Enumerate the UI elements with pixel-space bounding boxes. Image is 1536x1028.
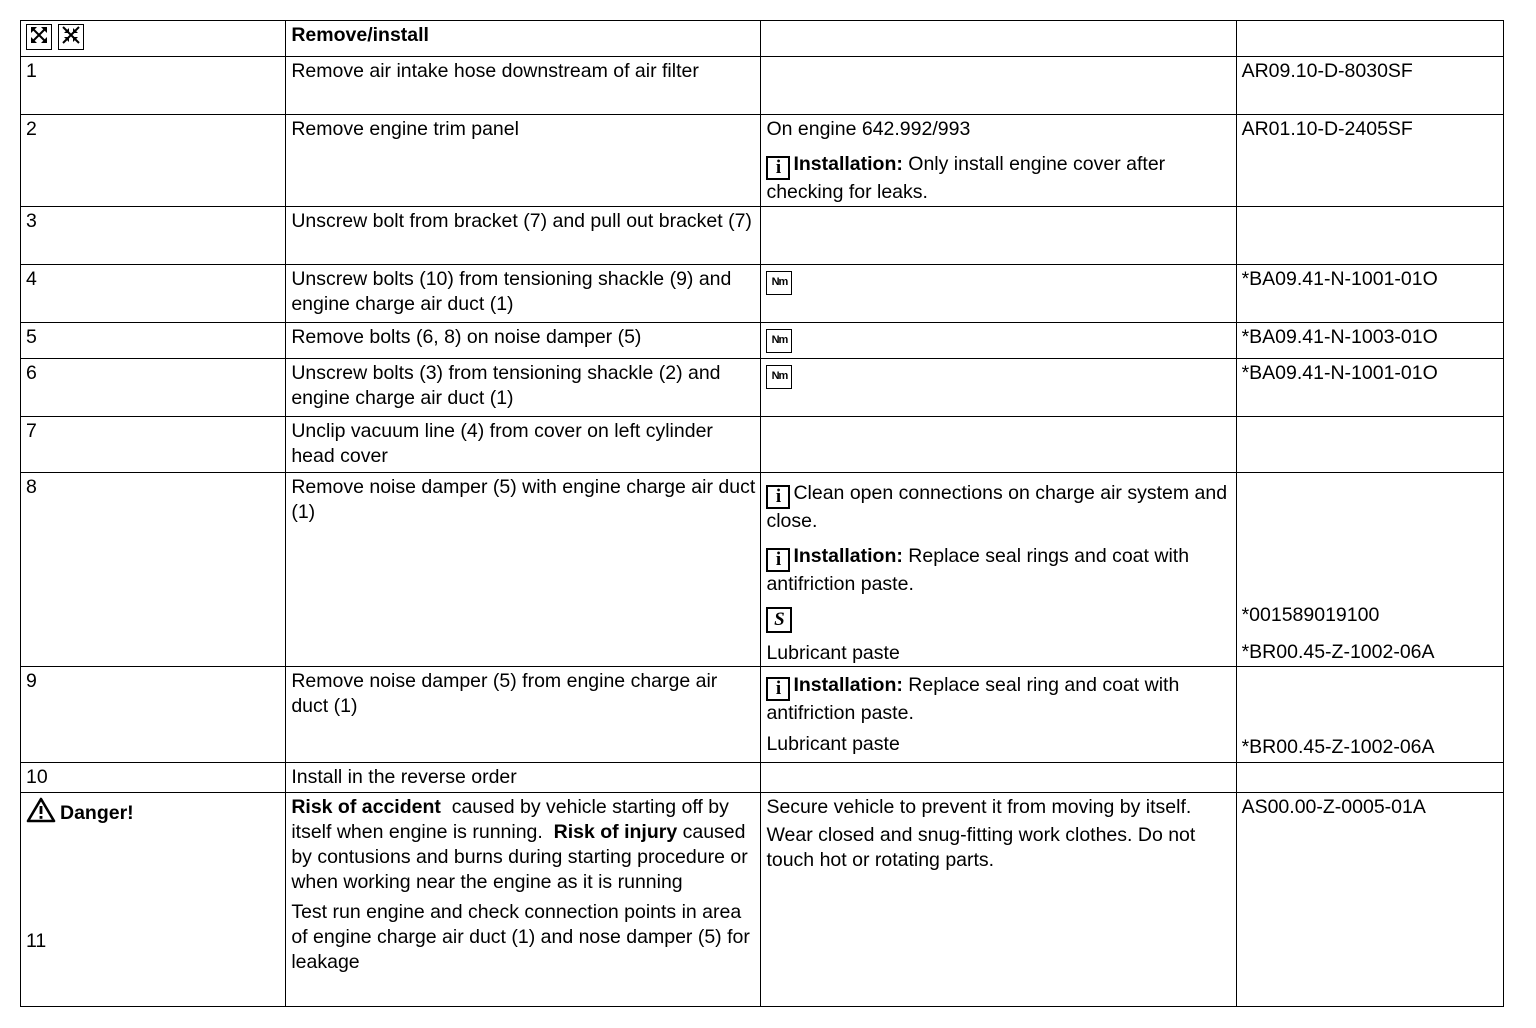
step-text: Remove noise damper (5) with engine charge air duct (1) <box>286 473 761 667</box>
installation-note <box>766 544 1230 597</box>
step-number: 11 <box>26 930 47 952</box>
table-row <box>21 115 1504 207</box>
note-label: Installation: <box>793 674 903 696</box>
reference-link[interactable]: *BR00.45-Z-1002-06A <box>1241 736 1435 758</box>
table-row <box>21 323 1504 359</box>
reference-link[interactable]: AR01.10-D-2405SF <box>1236 115 1503 207</box>
step-number: 2 <box>21 115 286 207</box>
info-icon: i <box>766 548 790 572</box>
torque-icon[interactable]: Nm <box>766 271 792 295</box>
table-header-row <box>21 21 1504 57</box>
measure-text: Wear closed and snug-fitting work clothes. Do not touch hot or rotating parts. <box>766 824 1196 871</box>
step-number: 1 <box>21 57 286 115</box>
danger-text: Risk of accident caused by vehicle starting off by itself when engine is running. Risk of injury caused by contusions and burns during starting procedure or when working near the engine as it is running <box>291 796 748 893</box>
table-row <box>21 265 1504 323</box>
info-note <box>766 481 1230 534</box>
step-text: Test run engine and check connection points in area of engine charge air duct (1) and nose damper (5) for leakage <box>291 901 750 973</box>
reference-link[interactable]: *BA09.41-N-1001-01O <box>1236 265 1503 323</box>
reference-link[interactable]: *BA09.41-N-1003-01O <box>1236 323 1503 359</box>
full-screen-icon[interactable] <box>26 24 52 50</box>
table-row <box>21 667 1504 763</box>
step-number: 8 <box>21 473 286 667</box>
note-text: Replace seal ring and coat with antifriction paste. <box>766 674 1180 724</box>
reference-link[interactable]: AR09.10-D-8030SF <box>1236 57 1503 115</box>
step-number: 3 <box>21 207 286 265</box>
table-row <box>21 417 1504 473</box>
step-number: 7 <box>21 417 286 473</box>
info-icon: i <box>766 485 790 509</box>
step-text: Unclip vacuum line (4) from cover on left cylinder head cover <box>286 417 761 473</box>
info-icon: i <box>766 677 790 701</box>
info-icon: i <box>766 156 790 180</box>
step-number: 5 <box>21 323 286 359</box>
table-row <box>21 473 1504 667</box>
table-row <box>21 57 1504 115</box>
installation-note <box>766 152 1230 205</box>
step-notes <box>761 473 1236 667</box>
reference-link[interactable]: *BR00.45-Z-1002-06A <box>1241 641 1435 663</box>
lubricant-label: Lubricant paste <box>766 642 900 664</box>
step-text: Remove bolts (6, 8) on noise damper (5) <box>286 323 761 359</box>
danger-row <box>21 793 1504 1007</box>
header-icons-cell <box>21 21 286 57</box>
danger-label: Danger! <box>26 797 280 927</box>
note-label: Installation: <box>793 545 903 567</box>
page-title: Remove/install <box>286 21 761 57</box>
note-text: Clean open connections on charge air system and close. <box>766 482 1228 532</box>
note-text: Only install engine cover after checking for leaks. <box>766 153 1166 203</box>
danger-measures <box>761 793 1236 1007</box>
note-label: Installation: <box>793 153 903 175</box>
table-row <box>21 207 1504 265</box>
installation-note <box>766 673 1230 726</box>
lubricant-icon[interactable]: S <box>766 607 792 633</box>
step-text: Remove noise damper (5) from engine charge air duct (1) <box>286 667 761 763</box>
procedure-table <box>20 20 1504 1007</box>
step-number: 6 <box>21 359 286 417</box>
step-text: Unscrew bolts (10) from tensioning shackle (9) and engine charge air duct (1) <box>286 265 761 323</box>
table-row <box>21 763 1504 793</box>
part-number[interactable]: *001589019100 <box>1241 604 1380 626</box>
torque-icon[interactable]: Nm <box>766 329 792 353</box>
step-number: 9 <box>21 667 286 763</box>
step-text: Remove engine trim panel <box>286 115 761 207</box>
measure-text: Secure vehicle to prevent it from moving by itself. <box>766 796 1192 818</box>
warning-icon <box>26 797 56 823</box>
note-text: On engine 642.992/993 <box>766 118 971 140</box>
step-notes <box>761 115 1236 207</box>
step-text: Remove air intake hose downstream of air filter <box>286 57 761 115</box>
torque-icon[interactable]: Nm <box>766 365 792 389</box>
lubricant-label: Lubricant paste <box>766 733 900 755</box>
reference-link[interactable]: *BA09.41-N-1001-01O <box>1236 359 1503 417</box>
step-text: Unscrew bolts (3) from tensioning shackle (2) and engine charge air duct (1) <box>286 359 761 417</box>
step-text: Install in the reverse order <box>286 763 761 793</box>
step-number: 4 <box>21 265 286 323</box>
note-text: Replace seal rings and coat with antifriction paste. <box>766 545 1190 595</box>
step-text: Unscrew bolt from bracket (7) and pull out bracket (7) <box>286 207 761 265</box>
reference-link[interactable]: AS00.00-Z-0005-01A <box>1236 793 1503 1007</box>
step-number: 10 <box>21 763 286 793</box>
step-notes <box>761 667 1236 763</box>
exit-full-screen-icon[interactable] <box>58 24 84 50</box>
table-row <box>21 359 1504 417</box>
